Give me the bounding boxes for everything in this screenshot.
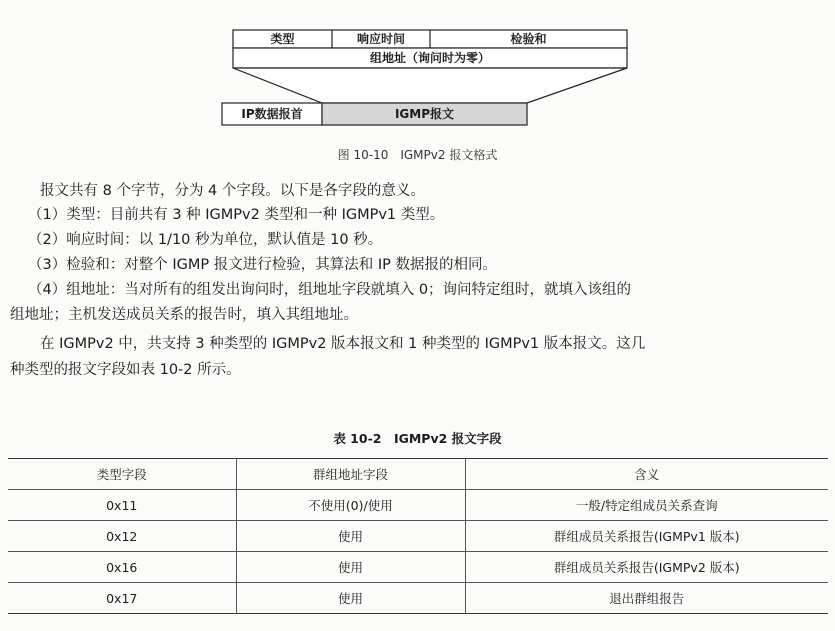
table-row bbox=[8, 490, 828, 521]
cell-group-address: 使用 bbox=[236, 583, 465, 614]
cell-type: 0x11 bbox=[106, 497, 138, 513]
paragraph-response-time: （2）响应时间：以 1/10 秒为单位，默认值是 10 秒。 bbox=[28, 232, 383, 248]
cell-meaning: 群组成员关系报告(IGMPv1 版本) bbox=[465, 521, 828, 552]
ip-header-label: IP数据报首 bbox=[241, 107, 303, 121]
cell-group-address: 使用 bbox=[236, 552, 465, 583]
table-header-row bbox=[8, 459, 828, 490]
field-group-address-label: 组地址（询问时为零） bbox=[369, 51, 490, 65]
igmpv2-format-diagram bbox=[0, 0, 835, 140]
table-row bbox=[8, 521, 828, 552]
header-type-field: 类型字段 bbox=[96, 467, 147, 482]
cell-group-address: 不使用(0)/使用 bbox=[236, 490, 465, 521]
field-response-time-label: 响应时间 bbox=[356, 32, 405, 46]
igmpv2-fields-table bbox=[8, 458, 828, 614]
paragraph-type: （1）类型：目前共有 3 种 IGMPv2 类型和一种 IGMPv1 类型。 bbox=[28, 207, 445, 223]
table-caption: 表 10-2 IGMPv2 报文字段 bbox=[333, 431, 502, 446]
paragraph-group-address-line1: （4）组地址：当对所有的组发出询问时，组地址字段就填入 0；询问特定组时，就填入该组的 bbox=[28, 282, 632, 298]
cell-meaning: 退出群组报告 bbox=[465, 583, 828, 614]
header-meaning: 含义 bbox=[465, 459, 828, 490]
field-checksum-label: 检验和 bbox=[510, 32, 547, 46]
cell-type: 0x16 bbox=[106, 559, 138, 575]
field-type-label: 类型 bbox=[270, 32, 295, 46]
cell-meaning: 一般/特定组成员关系查询 bbox=[465, 490, 828, 521]
figure-caption: 图 10-10 IGMPv2 报文格式 bbox=[337, 148, 498, 162]
cell-type: 0x17 bbox=[106, 590, 138, 606]
table-row bbox=[8, 552, 828, 583]
paragraph-checksum: （3）检验和：对整个 IGMP 报文进行检验，其算法和 IP 数据报的相同。 bbox=[28, 257, 497, 273]
cell-group-address: 使用 bbox=[236, 521, 465, 552]
cell-type: 0x12 bbox=[106, 528, 138, 544]
header-group-address-field: 群组地址字段 bbox=[236, 459, 465, 490]
paragraph-group-address-line2: 组地址；主机发送成员关系的报告时，填入其组地址。 bbox=[10, 307, 358, 323]
igmp-message-label: IGMP报文 bbox=[394, 107, 455, 121]
paragraph-summary-line1: 在 IGMPv2 中，共支持 3 种类型的 IGMPv2 版本报文和 1 种类型的 IGMPv1 版本报文。这几 bbox=[40, 336, 646, 352]
table-row bbox=[8, 583, 828, 614]
cell-meaning: 群组成员关系报告(IGMPv2 版本) bbox=[465, 552, 828, 583]
paragraph-summary-line2: 种类型的报文字段如表 10-2 所示。 bbox=[10, 362, 241, 378]
paragraph-intro: 报文共有 8 个字节，分为 4 个字段。以下是各字段的意义。 bbox=[40, 183, 425, 199]
